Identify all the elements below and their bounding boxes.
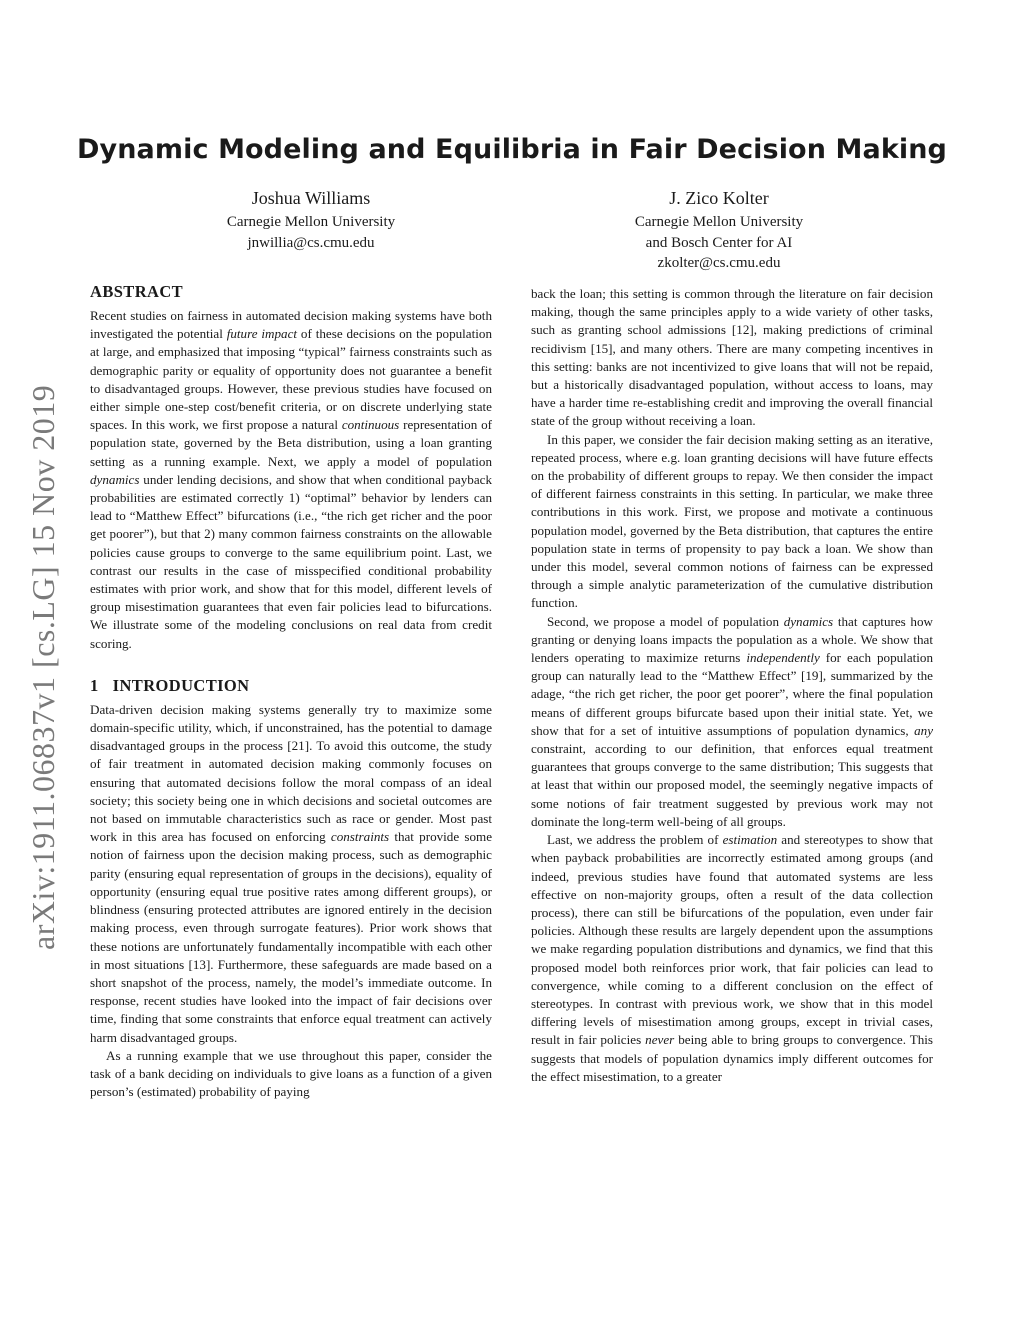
intro-paragraph-1: Data-driven decision making systems generally try to maximize some domain-specific utility, which, if unconstrained, has the potential to damage disadvantaged groups in the process [21]. To avoid this outcome, the study of fair treatment in automated decision making commonly focuses on ensuring that automated decisions follow the moral compass of an ideal society; this society being one in which decisions and societal outcomes are not based on immutable characteristics such as race or gender. Most past work in this area has focused on enforcing constraints that provide some notion of fairness upon the decision making process, such as demographic parity (ensuring equal representation of groups in the decisions), equality of opportunity (ensuring equal true positive rates among different groups), or blindness (ensuring protected attributes are ignored entirely in the decision making process, even through surrogate features). Prior work shows that these notions are unfortunately fundamentally incompatible with each other in most situations [13]. Furthermore, these safeguards are made based on a short snapshot of the process, namely, the model’s immediate outcome. In response, recent studies have looked into the impact of fair decisions over time, finding that some constraints that enforce equal treatment can actively harm disadvantaged groups. — [90, 701, 492, 1045]
author-block-1 — [141, 186, 481, 253]
author-email: zkolter@cs.cmu.edu — [657, 255, 781, 271]
author-email: jnwillia@cs.cmu.edu — [247, 234, 375, 251]
intro-paragraph-2: As a running example that we use throughout this paper, consider the task of a bank deciding on individuals to give loans as a function of a given person’s (estimated) probability of paying — [90, 1047, 492, 1100]
author-name: Joshua Williams — [251, 188, 371, 208]
author-affiliation: Carnegie Mellon University — [634, 214, 804, 230]
right-paragraph-3: Second, we propose a model of population dynamics that captures how granting or denying loans impacts the population as a whole. We show that lenders operating to maximize returns independently for each population group can naturally lead to the “Matthew Effect” [19], summarized by the adage, “the rich get richer, the poor get poorer”, where the final population means of different groups bifurcate based upon their initial state. Yet, we show that for a set of intuitive assumptions of population dynamics, any constraint, according to our definition, that enforces equal treatment guarantees that groups converge to the same distribution; This suggests that at least that within our proposed model, the seemingly negative impacts of some notions of fair treatment suggested by previous work may not dominate the long-term well-being of all groups. — [531, 613, 933, 829]
right-paragraph-2: In this paper, we consider the fair decision making setting as an iterative, repeated process, where e.g. loan granting decisions will have future effects on the probability of different groups to repay. We then consider the impact of different fairness constraints in this setting. In particular, we make three contributions in this work. First, we propose and motivate a continuous population model, governed by the Beta distribution, that captures the entire population state in terms of propensity to pay back a loan. We show than under this model, several common notions of fairness can be expressed through a simple analytic parameterization of the cumulative distribution function. — [531, 431, 933, 611]
paper-title: Dynamic Modeling and Equilibria in Fair Decision Making — [77, 134, 947, 165]
right-paragraph-4: Last, we address the problem of estimation and stereotypes to show that when payback probabilities are incorrectly estimated among groups (and indeed, previous studies have found that automated systems are less effective on non-majority groups, often a result of the data collection process), there can still be bifurcations of the population, even under fair policies. Although these results are largely dependent upon the assumptions we make regarding population distributions and dynamics, we find that this proposed model both reinforces prior work, that fair policies can lead to convergence, while coming to a different conclusion on the effect of stereotypes. In contrast with previous work, we show that in this model differing levels of misestimation among groups, except in trivial cases, result in fair policies never being able to bring groups to convergence. This suggests that models of population dynamics imply different outcomes for the effect misestimation, to a greater — [531, 832, 934, 1084]
author-affiliation-2: and Bosch Center for AI — [645, 234, 793, 251]
arxiv-identifier-stamp: arXiv:1911.06837v1 [cs.LG] 15 Nov 2019 — [25, 384, 61, 950]
right-paragraph-1: back the loan; this setting is common through the literature on fair decision making, though the same principles apply to a wide variety of other tasks, such as granting school admissions [12], making predictions of criminal recidivism [15], and many others. There are many competing incentives in this setting: banks are not incentivized to give loans that will not be repaid, but a historically disadvantaged population, without access to loans, may have a harder time re-establishing credit and improving the overall financial state of the group without receiving a loan. — [531, 286, 933, 429]
abstract-heading: ABSTRACT — [90, 282, 184, 301]
abstract-text: Recent studies on fairness in automated decision making systems have both investigated the potential future impact of these decisions on the population at large, and emphasized that imposing “typical” fairness constraints such as demographic parity or equality of opportunity does not guarantee a benefit to disadvantaged groups. However, these previous studies have focused on either simple one-step cost/benefit criteria, or on discrete underlying state spaces. In this work, we first propose a natural continuous representation of population state, governed by the Beta distribution, using a loan granting setting as a running example. Next, we apply a model of population dynamics under lending decisions, and show that when conditional payback probabilities are estimated correctly 1) “optimal” behavior by lenders can lead to “Matthew Effect” bifurcations (i.e., “the rich get richer and the poor get poorer”), but that 2) many common fairness constraints on the allowable policies cause groups to converge to the same equilibrium point. Last, we contrast our results in the case of misspecified conditional probability estimates with prior work, and show that for this model, different levels of group misestimation guarantees that even fair policies lead to bifurcations. We illustrate some of the modeling conclusions on real data from credit scoring. — [90, 308, 492, 651]
left-column — [90, 281, 492, 1101]
author-affiliation: Carnegie Mellon University — [226, 214, 396, 230]
right-column — [531, 285, 933, 1086]
section-heading-introduction: 1 INTRODUCTION — [90, 675, 250, 695]
author-name: J. Zico Kolter — [669, 188, 769, 208]
author-block-2 — [549, 186, 889, 274]
